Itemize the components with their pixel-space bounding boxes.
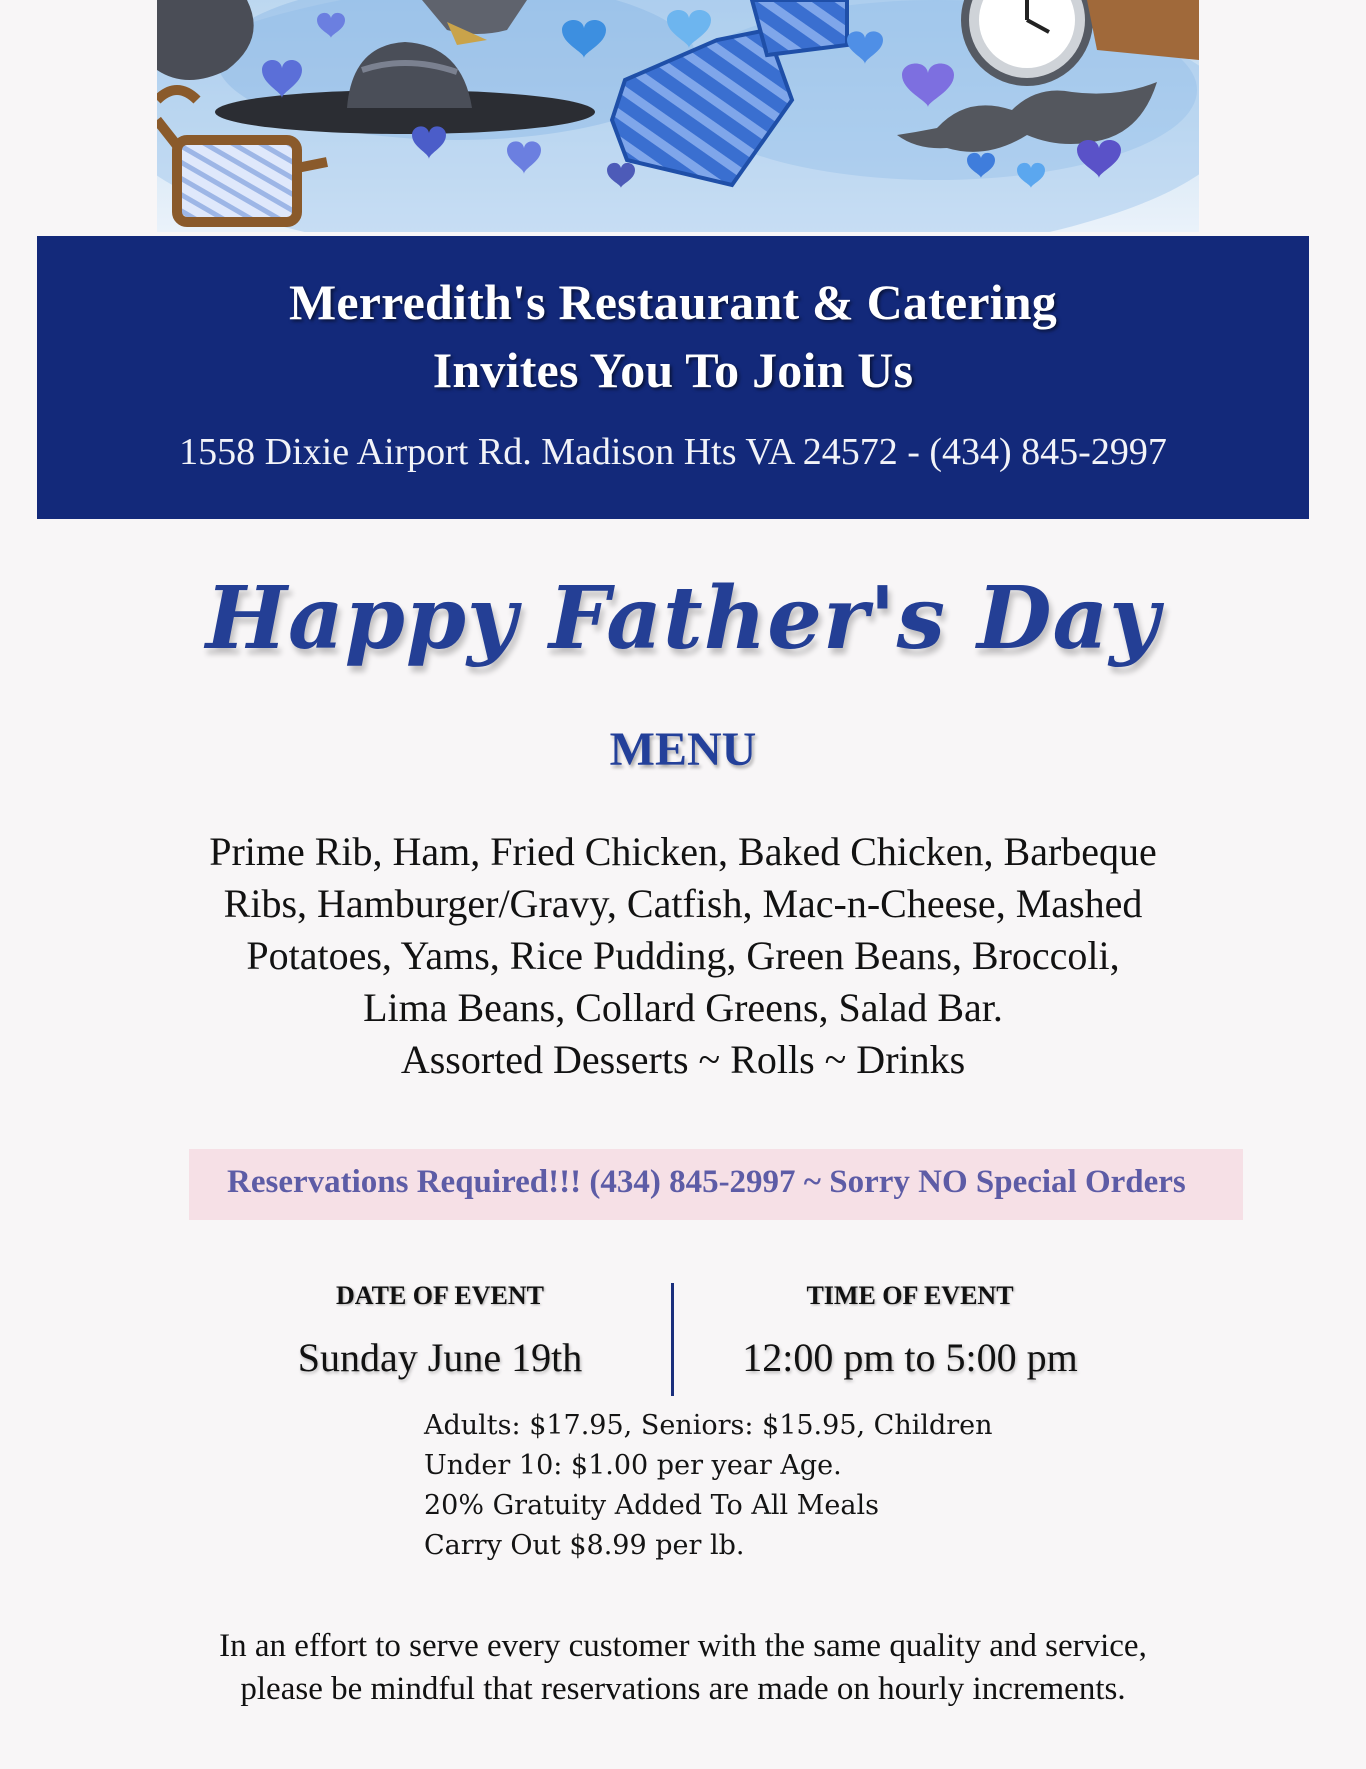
menu-line: Assorted Desserts ~ Rolls ~ Drinks [400, 1037, 966, 1082]
menu-line: Potatoes, Yams, Rice Pudding, Green Beans, Broccoli, [246, 933, 1120, 978]
footer-note [150, 1625, 1216, 1711]
header-panel [37, 236, 1309, 519]
pricing-line: Adults: $17.95, Seniors: $15.95, Children [424, 1410, 993, 1441]
fathers-day-title: Happy Father's Day [205, 568, 1161, 669]
menu-line: Lima Beans, Collard Greens, Salad Bar. [363, 985, 1003, 1030]
date-of-event-label: DATE OF EVENT [335, 1281, 545, 1310]
menu-items [150, 826, 1216, 1086]
pricing-line: Carry Out $8.99 per lb. [424, 1530, 745, 1561]
menu-line: Prime Rib, Ham, Fried Chicken, Baked Chicken, Barbeque [209, 829, 1157, 874]
footer-line: In an effort to serve every customer with the same quality and service, [219, 1628, 1147, 1664]
reservation-text: Reservations Required!!! (434) 845-2997 ~ Sorry NO Special Orders [227, 1164, 1186, 1200]
menu-line: Ribs, Hamburger/Gravy, Catfish, Mac-n-Cheese, Mashed [223, 881, 1143, 926]
pricing-details [424, 1406, 993, 1566]
restaurant-name: Merredith's Restaurant & Catering [288, 274, 1058, 330]
time-of-event-label: TIME OF EVENT [806, 1281, 1014, 1310]
reservation-banner [189, 1149, 1243, 1220]
menu-heading: MENU [609, 723, 757, 776]
address-phone: 1558 Dixie Airport Rd. Madison Hts VA 24572 - (434) 845-2997 [179, 431, 1167, 473]
date-of-event-value: Sunday June 19th [297, 1335, 583, 1380]
fathers-day-illustration [157, 0, 1199, 232]
event-divider [671, 1283, 674, 1396]
time-of-event-value: 12:00 pm to 5:00 pm [742, 1335, 1078, 1380]
pricing-line: 20% Gratuity Added To All Meals [424, 1490, 879, 1521]
footer-line: please be mindful that reservations are made on hourly increments. [240, 1671, 1126, 1707]
invitation-line: Invites You To Join Us [432, 342, 914, 398]
pricing-line: Under 10: $1.00 per year Age. [424, 1450, 842, 1481]
